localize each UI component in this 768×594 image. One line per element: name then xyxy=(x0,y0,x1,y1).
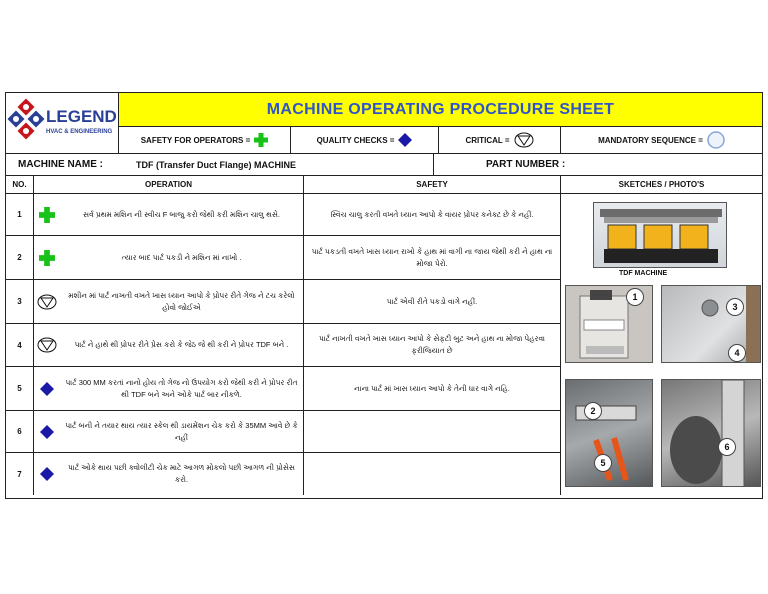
operation-cell xyxy=(34,280,304,323)
green-cross-icon xyxy=(39,250,55,266)
step-number: 1 xyxy=(6,194,34,235)
table-row xyxy=(6,453,561,495)
blue-diamond-icon xyxy=(40,425,54,439)
company-logo xyxy=(6,93,119,154)
critical-triangle-icon xyxy=(37,337,57,353)
col-no-header: NO. xyxy=(6,176,34,193)
safety-text: નાના પાર્ટ માં ખાસ ધ્યાન આપો કે તેની ધાર વાગે નહિ. xyxy=(304,367,561,410)
machine-image-icon xyxy=(594,203,727,268)
operation-text: ત્યાર બાદ પાર્ટ પકડી ને મશિન માં નાખો . xyxy=(121,252,242,262)
mandatory-circle-icon xyxy=(707,131,725,149)
blue-diamond-icon xyxy=(40,382,54,396)
step-number: 6 xyxy=(6,411,34,452)
legend-quality-label: QUALITY CHECKS = xyxy=(316,135,395,145)
part-number-label: PART NUMBER : xyxy=(486,159,566,170)
machine-name-cell xyxy=(6,154,434,175)
blue-diamond-icon xyxy=(40,467,54,481)
machine-row xyxy=(6,154,762,176)
operation-text: પાર્ટ બની ને તયાર થાય ત્યાર સ્કેલ થી ડાયમેંશન ચેક કરો કે 35MM આવે છે કે નહીં xyxy=(65,420,298,442)
legend-mandatory-label: MANDATORY SEQUENCE = xyxy=(598,135,703,145)
step-icon xyxy=(34,294,60,310)
operation-text: સર્વ પ્રથમ મશિન ની સ્વીચ F બાજુ કરો જેથી કરી મશિન ચાલુ થસે. xyxy=(83,209,280,219)
operation-text: પાર્ટ ઓકે થાય પછી ક્વોલીટી ચેક માટે આગળ મોકલો પછી આગળ ની પ્રોસેસ કરો. xyxy=(67,463,295,484)
col-safety-header: SAFETY xyxy=(304,176,561,193)
legend-quality xyxy=(291,127,439,153)
operation-cell xyxy=(34,411,304,452)
step-number: 4 xyxy=(6,324,34,366)
table-row xyxy=(6,194,561,236)
scale-image-icon xyxy=(662,380,761,487)
legend-safety-label: SAFETY FOR OPERATORS = xyxy=(140,135,251,145)
machine-name-value: TDF (Transfer Duct Flange) MACHINE xyxy=(136,160,297,170)
legend-safety xyxy=(119,127,291,153)
marker-1: 1 xyxy=(626,288,644,306)
step-number: 5 xyxy=(6,367,34,410)
safety-text: પાર્ટ પકડતી વખતે ખાસ ધ્યાન રાખો કે હાથ માં વાગી ના જાય જેથી કરી ને હાથ ના મોજા પેરો. xyxy=(304,236,561,279)
step-icon xyxy=(34,382,60,396)
step-icon xyxy=(34,337,60,353)
operation-cell xyxy=(34,324,304,366)
safety-text: સ્વિચ ચાલુ કરતી વખતે ધ્યાન આપો કે વાયર પ્રોપર કનેક્ટ છે કે નહીં. xyxy=(304,194,561,235)
operation-cell xyxy=(34,236,304,279)
table-row xyxy=(6,411,561,453)
photo-gauge-meter xyxy=(565,285,653,363)
step-number: 2 xyxy=(6,236,34,279)
col-operation-header: OPERATION xyxy=(34,176,304,193)
column-header-row xyxy=(6,176,762,194)
step-number: 7 xyxy=(6,453,34,495)
sheet-image-icon xyxy=(662,286,761,363)
procedure-sheet xyxy=(5,92,763,499)
legend-mandatory xyxy=(561,127,762,153)
step-icon xyxy=(34,467,60,481)
photo-scale-check xyxy=(661,379,761,487)
critical-triangle-icon xyxy=(37,294,57,310)
sheet-title: MACHINE OPERATING PROCEDURE SHEET xyxy=(119,93,762,127)
green-cross-icon xyxy=(39,207,55,223)
table-row xyxy=(6,367,561,411)
table-row xyxy=(6,324,561,367)
safety-text: પાર્ટ એવી રીતે પકડો વાગે નહીં. xyxy=(304,280,561,323)
table-row xyxy=(6,236,561,280)
marker-2: 2 xyxy=(584,402,602,420)
logo-name: LEGEND xyxy=(46,107,117,126)
marker-4: 4 xyxy=(728,344,746,362)
table-row xyxy=(6,280,561,324)
safety-text xyxy=(304,453,561,495)
safety-text: પાર્ટ નાખતી વખતે ખાસ ધ્યાન આપો કે સેફટી બુટ અને હાથ ના મોજા પેહરવા ફરીજિયાત છે xyxy=(304,324,561,366)
step-icon xyxy=(34,207,60,223)
sketches-panel xyxy=(561,194,762,499)
operation-text: પાર્ટ ને હાથે થી પ્રોપર રીતે પ્રેસ કરો કે જેઠ જે થી કરી ને પ્રોપર TDF બને . xyxy=(74,340,289,349)
operation-cell xyxy=(34,367,304,410)
marker-6: 6 xyxy=(718,438,736,456)
photo-flange-gauge xyxy=(565,379,653,487)
legend-row xyxy=(119,127,762,154)
step-icon xyxy=(34,250,60,266)
legend-critical xyxy=(439,127,561,153)
flange-image-icon xyxy=(566,380,653,487)
operation-text: મશીન માં પાર્ટ નાખતી વખતે ખાસ ધ્યાન આપો કે પ્રોપર રીતે ગેજ ને ટચ કરેલો હોવો જોઈએ xyxy=(68,290,295,312)
machine-name-label: MACHINE NAME : xyxy=(18,159,103,170)
tdf-machine-caption: TDF MACHINE xyxy=(619,270,668,277)
safety-text xyxy=(304,411,561,452)
marker-3: 3 xyxy=(726,298,744,316)
operation-text: પાર્ટ 300 MM કરતાં નાનો હોય તો ગેજ નો ઉપયોગ કરો જેથી કરી ને પ્રોપર રીત થી TDF બને અને ઓકે પાર્ટ બાર નીકળે. xyxy=(65,377,298,399)
critical-triangle-icon xyxy=(514,132,534,148)
step-icon xyxy=(34,425,60,439)
tdf-machine-photo xyxy=(593,202,727,268)
blue-diamond-icon xyxy=(398,133,412,147)
step-number: 3 xyxy=(6,280,34,323)
operation-cell xyxy=(34,194,304,235)
logo-tagline: HVAC & ENGINEERING xyxy=(46,129,113,135)
green-cross-icon xyxy=(254,133,268,147)
legend-critical-label: CRITICAL = xyxy=(465,135,510,145)
operation-cell xyxy=(34,453,304,495)
marker-5: 5 xyxy=(594,454,612,472)
col-sketches-header: SKETCHES / PHOTO'S xyxy=(618,180,705,189)
photo-sheet-metal xyxy=(661,285,761,363)
